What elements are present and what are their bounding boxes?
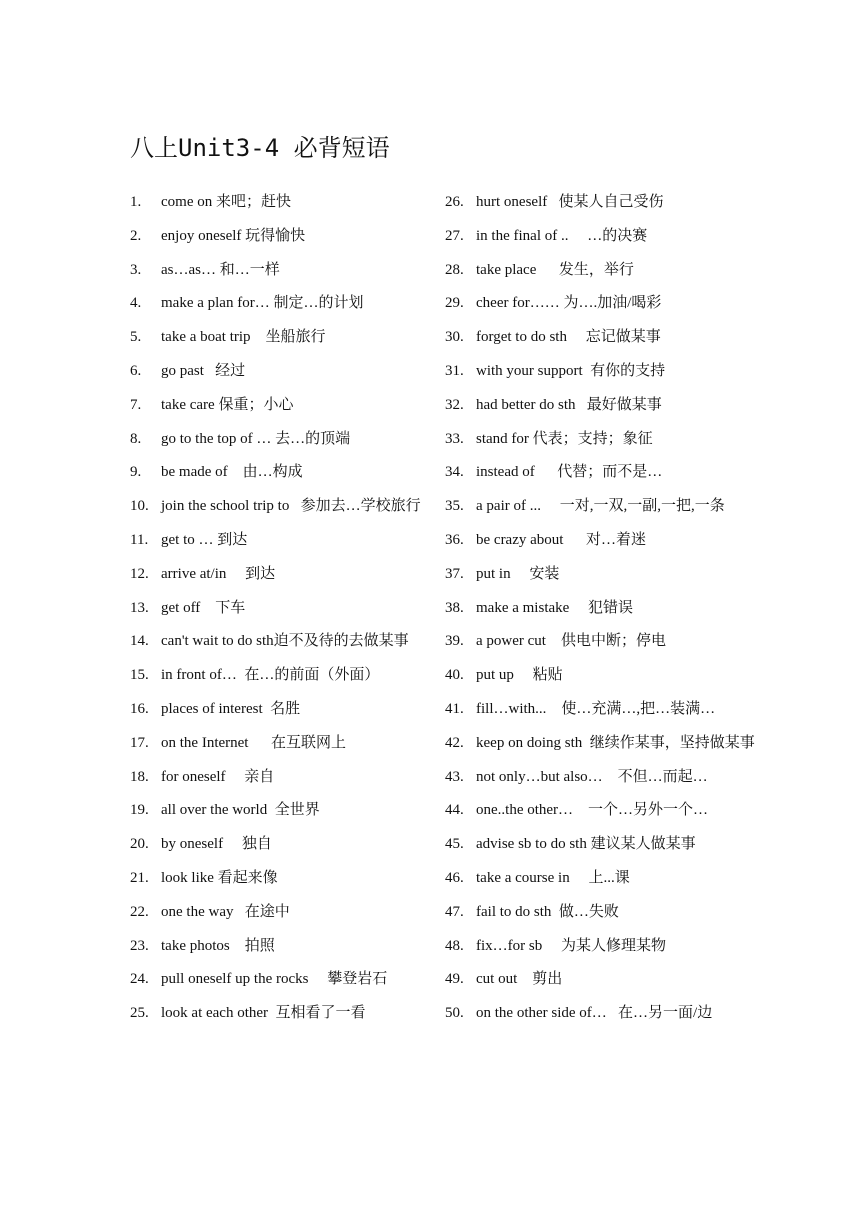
- list-item: [445, 558, 760, 592]
- list-item: [130, 930, 445, 964]
- list-item: [130, 592, 445, 626]
- list-item: [445, 659, 760, 693]
- item-number: 12.: [130, 565, 149, 582]
- item-number: 47.: [445, 903, 464, 920]
- item-phrase: cheer for…… 为….加油/喝彩: [476, 295, 662, 312]
- item-phrase: join the school trip to 参加去…学校旅行: [161, 498, 421, 515]
- item-number: 28.: [445, 261, 464, 278]
- item-number: 8.: [130, 430, 142, 447]
- item-number: 31.: [445, 362, 464, 379]
- item-phrase: for oneself 亲自: [161, 768, 275, 785]
- item-phrase: advise sb to do sth 建议某人做某事: [476, 836, 696, 853]
- list-item: [130, 659, 445, 693]
- item-number: 13.: [130, 599, 149, 616]
- item-phrase: cut out 剪出: [476, 971, 563, 988]
- item-number: 42.: [445, 734, 464, 751]
- list-item: [445, 423, 760, 457]
- item-phrase: go to the top of … 去…的顶端: [161, 430, 351, 447]
- item-number: 14.: [130, 633, 149, 650]
- item-number: 34.: [445, 464, 464, 481]
- list-item: [130, 423, 445, 457]
- item-phrase: hurt oneself 使某人自己受伤: [476, 194, 664, 210]
- item-phrase: take photos 拍照: [161, 937, 275, 954]
- item-phrase: take a course in 上...课: [476, 869, 630, 886]
- item-phrase: put up 粘贴: [476, 667, 563, 684]
- list-item: [130, 862, 445, 896]
- list-item: [445, 727, 760, 761]
- list-item: [445, 794, 760, 828]
- item-phrase: in the final of .. …的决赛: [476, 227, 648, 244]
- item-phrase: arrive at/in 到达: [161, 565, 276, 582]
- item-number: 43.: [445, 768, 464, 785]
- item-phrase: a pair of ... 一对,一双,一副,一把,一条: [476, 498, 725, 515]
- item-phrase: keep on doing sth 继续作某事，坚持做某事: [476, 734, 755, 751]
- item-number: 7.: [130, 396, 142, 413]
- item-phrase: go past 经过: [161, 362, 246, 379]
- item-phrase: be crazy about 对…着迷: [476, 531, 646, 548]
- item-phrase: look at each other 互相看了一看: [161, 1005, 366, 1022]
- item-phrase: take a boat trip 坐船旅行: [161, 329, 326, 346]
- item-phrase: fix…for sb 为某人修理某物: [476, 937, 666, 954]
- item-phrase: fill…with... 使…充满…,把…装满…: [476, 700, 716, 717]
- list-item: [445, 625, 760, 659]
- item-number: 4.: [130, 295, 142, 312]
- list-item: [130, 558, 445, 592]
- item-number: 19.: [130, 802, 149, 819]
- list-item: [445, 355, 760, 389]
- item-number: 3.: [130, 261, 142, 278]
- item-phrase: forget to do sth 忘记做某事: [476, 329, 661, 346]
- item-phrase: come on 来吧；赶快: [161, 194, 291, 210]
- list-item: [445, 287, 760, 321]
- item-number: 23.: [130, 937, 149, 954]
- page-title: 八上Unit3-4 必背短语: [130, 134, 390, 162]
- list-item: [445, 524, 760, 558]
- item-number: 16.: [130, 700, 149, 717]
- item-phrase: be made of 由…构成: [161, 464, 303, 481]
- list-item: [130, 355, 445, 389]
- item-number: 27.: [445, 227, 464, 244]
- item-phrase: as…as… 和…一样: [161, 261, 280, 278]
- item-number: 40.: [445, 667, 464, 684]
- item-phrase: can't wait to do sth迫不及待的去做某事: [161, 633, 409, 650]
- list-item: [130, 220, 445, 254]
- list-item: [130, 963, 445, 997]
- item-number: 9.: [130, 464, 142, 481]
- item-phrase: fail to do sth 做…失败: [476, 903, 619, 920]
- item-number: 32.: [445, 396, 464, 413]
- item-phrase: instead of 代替；而不是…: [476, 464, 663, 481]
- list-item: [445, 862, 760, 896]
- item-phrase: take care 保重；小心: [161, 396, 294, 413]
- list-item: [130, 828, 445, 862]
- item-phrase: make a mistake 犯错误: [476, 599, 634, 616]
- list-item: [445, 592, 760, 626]
- list-item: [445, 389, 760, 423]
- item-number: 49.: [445, 971, 464, 988]
- list-item: [130, 456, 445, 490]
- list-item: [130, 794, 445, 828]
- item-number: 15.: [130, 667, 149, 684]
- item-number: 41.: [445, 700, 464, 717]
- list-item: [130, 727, 445, 761]
- list-item: [445, 828, 760, 862]
- item-number: 22.: [130, 903, 149, 920]
- list-item: [445, 490, 760, 524]
- item-phrase: pull oneself up the rocks 攀登岩石: [161, 971, 388, 988]
- item-phrase: by oneself 独自: [161, 836, 272, 853]
- item-phrase: on the Internet 在互联网上: [161, 734, 346, 751]
- item-phrase: one the way 在途中: [161, 903, 290, 920]
- item-number: 37.: [445, 565, 464, 582]
- list-item: [445, 220, 760, 254]
- list-item: [130, 254, 445, 288]
- item-number: 11.: [130, 531, 149, 548]
- item-number: 46.: [445, 869, 464, 886]
- item-number: 48.: [445, 937, 464, 954]
- list-item: [445, 693, 760, 727]
- item-phrase: look like 看起来像: [161, 869, 278, 886]
- list-item: [130, 524, 445, 558]
- item-number: 30.: [445, 329, 464, 346]
- item-number: 5.: [130, 329, 142, 346]
- item-phrase: places of interest 名胜: [161, 700, 301, 717]
- item-phrase: take place 发生，举行: [476, 261, 634, 278]
- item-number: 10.: [130, 498, 149, 515]
- list-item: [445, 761, 760, 795]
- item-number: 1.: [130, 194, 142, 210]
- item-phrase: get off 下车: [161, 599, 246, 616]
- item-phrase: all over the world 全世界: [161, 802, 320, 819]
- item-number: 24.: [130, 971, 149, 988]
- list-item: [445, 186, 760, 220]
- phrase-list-left: [130, 186, 445, 1031]
- item-phrase: put in 安装: [476, 565, 560, 582]
- item-number: 29.: [445, 295, 464, 312]
- item-number: 2.: [130, 227, 142, 244]
- item-phrase: on the other side of… 在…另一面/边: [476, 1005, 713, 1022]
- item-number: 45.: [445, 836, 464, 853]
- item-phrase: in front of… 在…的前面（外面）: [161, 667, 380, 684]
- item-number: 33.: [445, 430, 464, 447]
- item-number: 44.: [445, 802, 464, 819]
- list-item: [445, 254, 760, 288]
- item-number: 25.: [130, 1005, 149, 1022]
- item-phrase: get to … 到达: [161, 531, 248, 548]
- item-phrase: one..the other… 一个…另外一个…: [476, 802, 709, 819]
- list-item: [130, 389, 445, 423]
- item-phrase: with your support 有你的支持: [476, 362, 666, 379]
- list-item: [130, 997, 445, 1031]
- phrase-list-right: [445, 186, 760, 1031]
- item-number: 26.: [445, 194, 464, 210]
- list-item: [130, 693, 445, 727]
- item-phrase: a power cut 供电中断；停电: [476, 633, 666, 650]
- item-phrase: had better do sth 最好做某事: [476, 396, 662, 413]
- item-number: 35.: [445, 498, 464, 515]
- list-item: [130, 625, 445, 659]
- item-phrase: enjoy oneself 玩得愉快: [161, 227, 306, 244]
- list-item: [445, 456, 760, 490]
- list-item: [445, 963, 760, 997]
- list-item: [445, 997, 760, 1031]
- item-number: 17.: [130, 734, 149, 751]
- item-number: 38.: [445, 599, 464, 616]
- item-number: 20.: [130, 836, 149, 853]
- list-item: [130, 896, 445, 930]
- list-item: [130, 287, 445, 321]
- item-number: 21.: [130, 869, 149, 886]
- list-item: [130, 490, 445, 524]
- item-phrase: make a plan for… 制定…的计划: [161, 295, 364, 312]
- list-item: [130, 321, 445, 355]
- item-number: 18.: [130, 768, 149, 785]
- item-number: 39.: [445, 633, 464, 650]
- list-item: [445, 896, 760, 930]
- item-phrase: stand for 代表；支持；象征: [476, 430, 653, 447]
- list-item: [445, 930, 760, 964]
- item-number: 50.: [445, 1005, 464, 1022]
- list-item: [130, 186, 445, 220]
- item-phrase: not only…but also… 不但…而起…: [476, 768, 708, 785]
- list-item: [445, 321, 760, 355]
- item-number: 36.: [445, 531, 464, 548]
- list-item: [130, 761, 445, 795]
- item-number: 6.: [130, 362, 142, 379]
